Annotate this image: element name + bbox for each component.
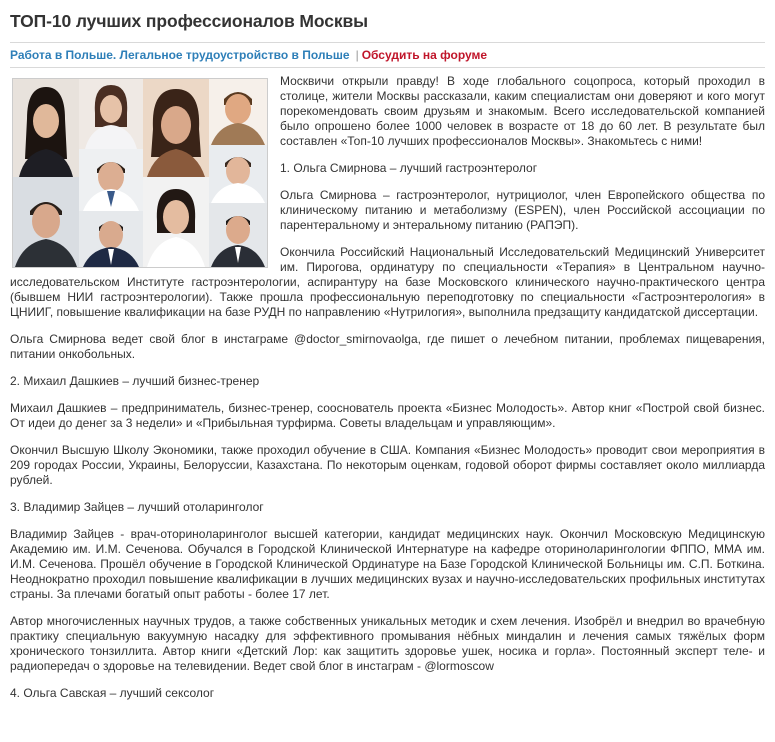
top-ten-collage-image	[12, 78, 268, 268]
forum-discuss-link[interactable]: Обсудить на форуме	[361, 48, 488, 62]
article-heading-2: 2. Михаил Дашкиев – лучший бизнес-тренер	[10, 374, 260, 388]
article-body	[10, 74, 765, 701]
article-paragraph-3: Окончила Российский Национальный Исследовательский Медицинский Университет им. Пирогова, ординатуру по специальности «Терапия» в Центральном научно-исследовательском Институте гастроэнтерологии, аспирантуру на базе Московского клинического научно-практического центра (бывшем НИИ гастроэнтерологии). Также прошла профессиональную переподготовку по специальности «Гастроэнтерология» в ЦНИИГ, повышение квалификации на базе РУДН по направлению «Нутрилогия», выполнила предзащиту кандидатской диссертации.	[10, 245, 765, 319]
portrait-woman-2	[79, 79, 143, 149]
portrait-woman-1	[13, 79, 79, 177]
article-paragraph-8: Автор многочисленных научных трудов, а также собственных уникальных методик и схем лечения. Изобрёл и внедрил во врачебную практику специальную вакуумную насадку для эффективного промывания нёбных миндалин и лечения самых тяжёлых форм хронического тонзиллита. Автор книги «Детский Лор: как защитить здоровье ушек, носика и горла». Постоянный эксперт теле- и радиопередач о здоровье на телевидении. Ведет свой блог в инстаграм - @lormoscow	[10, 614, 765, 673]
article-heading-1: 1. Ольга Смирнова – лучший гастроэнтеролог	[280, 161, 538, 175]
article-paragraph-5: Михаил Дашкиев – предприниматель, бизнес-тренер, сооснователь проекта «Бизнес Молодость». Автор книг «Построй свой бизнес. От идеи до денег за 3 недели» и «Прибыльная турфирма. Советы владельцам и управляющим».	[10, 401, 765, 430]
article-paragraph-1: Москвичи открыли правду! В ходе глобального соцопроса, который проходил в столице, жители Москвы рассказали, каким специалистам они доверяют и кого могут порекомендовать своим друзьям и знакомым. Всего исследовательской компанией было опрошено более 1000 человек в возрасте от 18 до 60 лет. В результате был составлен «Топ-10 лучших профессионалов Москвы». Знакомьтесь с ними!	[280, 74, 765, 148]
article-heading-3: 3. Владимир Зайцев – лучший отоларинголог	[10, 500, 264, 514]
portrait-man-2	[79, 149, 143, 211]
portrait-man-1	[209, 79, 267, 145]
portrait-man-3	[209, 145, 267, 203]
article-heading-4: 4. Ольга Савская – лучший сексолог	[10, 686, 215, 700]
article-paragraph-2: Ольга Смирнова – гастроэнтеролог, нутрициолог, член Европейского общества по клиническому питанию и метаболизму (ESPEN), член Российской ассоциации по парентеральному и энтеральному питанию (РАПЭП).	[280, 188, 765, 232]
page-title: ТОП-10 лучших профессионалов Москвы	[10, 11, 368, 31]
related-links	[10, 43, 765, 67]
article-paragraph-7: Владимир Зайцев - врач-оториноларинголог высшей категории, кандидат медицинских наук. Окончил Московскую Медицинскую Академию им. И.М. Сеченова. Обучался в Городской Клинической Интернатуре на кафедре оториноларингологии ФППО, ММА им. И.М. Сеченова. Прошёл обучение в Городской Клинической Ординатуре на Базе Городской Клинической Больницы им. С.П. Боткина. Неоднократно проходил повышение квалификации в лучших медицинских вузах и научно-исследовательских профильных институтах страны. За плечами богатый опыт работы - более 17 лет.	[10, 527, 765, 601]
work-in-poland-link[interactable]: Работа в Польше. Легальное трудоустройство в Польше	[10, 48, 350, 62]
link-separator: |	[355, 48, 359, 62]
portrait-woman-3	[143, 79, 209, 177]
article-paragraph-6: Окончил Высшую Школу Экономики, также проходил обучение в США. Компания «Бизнес Молодость» проводит свои мероприятия в 209 городах России, Украины, Белоруссии, Казахстана. По некоторым оценкам, годовой оборот фирмы составляет около миллиарда рублей.	[10, 443, 765, 487]
links-divider	[10, 67, 765, 68]
portrait-woman-4	[143, 177, 209, 267]
portrait-man-4	[13, 177, 79, 267]
article-paragraph-4: Ольга Смирнова ведет свой блог в инстаграме @doctor_smirnovaolga, где пишет о лечебном питании, проблемах пищеварения, питании онкобольных.	[10, 332, 765, 361]
portrait-man-6	[209, 203, 267, 267]
portrait-man-5	[79, 211, 143, 267]
